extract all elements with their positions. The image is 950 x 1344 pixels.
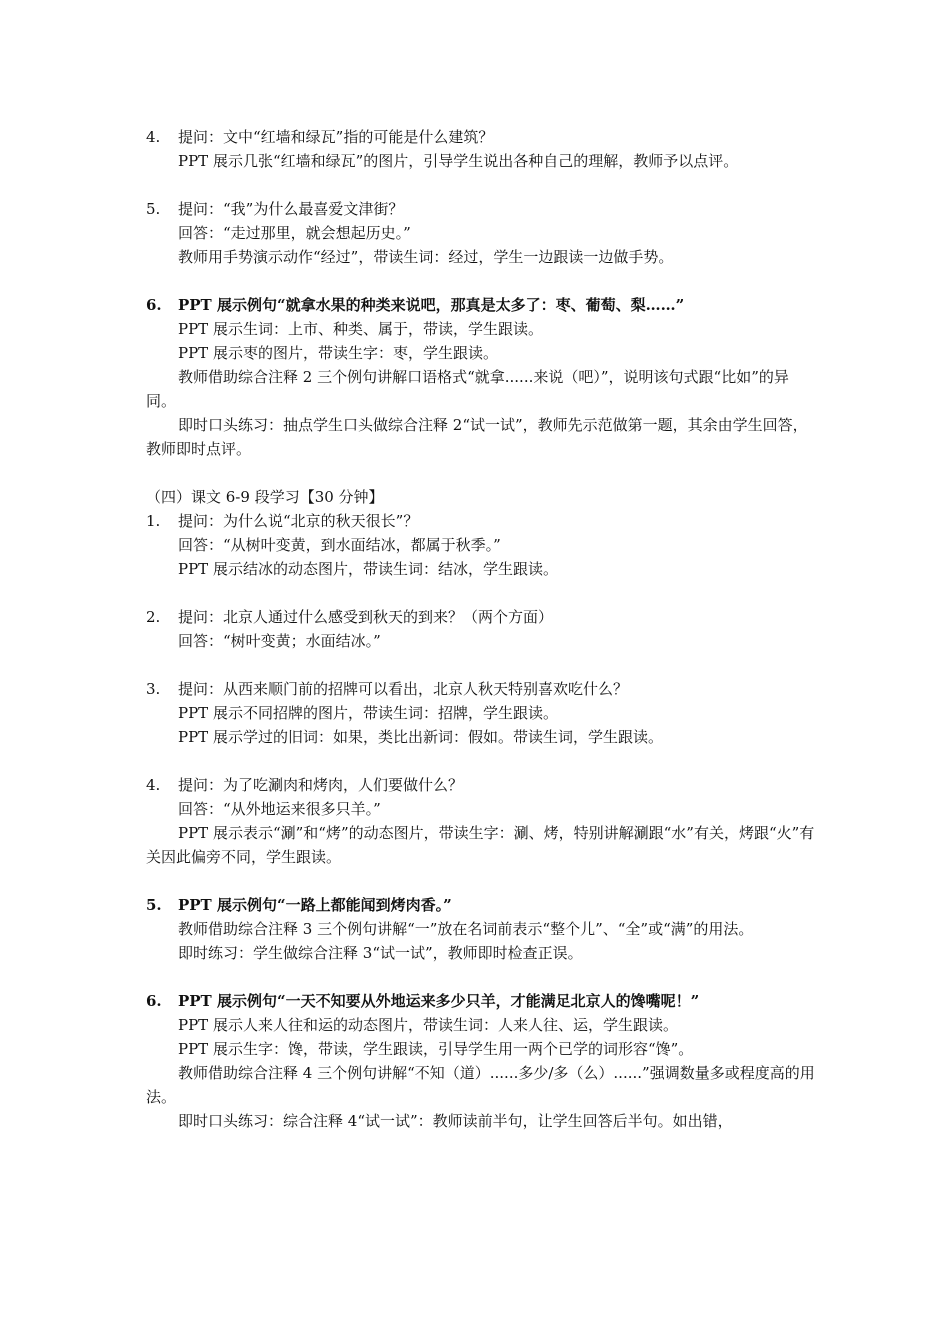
s2-item-3-question: [146, 677, 816, 701]
question-text: 提问：文中“红墙和绿瓦”指的可能是什么建筑？: [178, 128, 494, 146]
s2-item-6-activity-3: 教师借助综合注释 4 三个例句讲解“不知（道）......多少/多（么）......”强调数量多或程度高的用法。: [146, 1064, 815, 1106]
question-text: 提问：为了吃涮肉和烤肉，人们要做什么？: [178, 776, 464, 794]
section-heading: （四）课文 6-9 段学习【30 分钟】: [146, 488, 384, 506]
question-text: PPT 展示例句“一路上都能闻到烤肉香。”: [178, 896, 452, 914]
item-number: 1.: [146, 512, 161, 530]
s2-item-4-answer: 回答：“从外地运来很多只羊。”: [178, 800, 381, 818]
item-6-activity-2: PPT 展示枣的图片，带读生字：枣，学生跟读。: [178, 344, 498, 362]
s2-item-4-activity: PPT 展示表示“涮”和“烤”的动态图片，带读生字：涮、烤，特别讲解涮跟“水”有关，烤跟“火”有关因此偏旁不同，学生跟读。: [146, 824, 815, 866]
item-number: 5.: [146, 896, 162, 914]
item-4-activity: PPT 展示几张“红墙和绿瓦”的图片，引导学生说出各种自己的理解，教师予以点评。: [178, 152, 739, 170]
item-5-answer: 回答：“走过那里，就会想起历史。”: [178, 224, 411, 242]
item-number: 2.: [146, 608, 161, 626]
question-text: PPT 展示例句“就拿水果的种类来说吧，那真是太多了：枣、葡萄、梨……”: [178, 296, 685, 314]
s2-item-5-example-sentence: [146, 893, 816, 917]
item-number: 4.: [146, 128, 161, 146]
item-6-activity-3: 教师借助综合注释 2 三个例句讲解口语格式“就拿......来说（吧）”，说明该句式跟“比如”的异同。: [146, 368, 789, 410]
s2-item-6-activity-2: PPT 展示生字：馋，带读，学生跟读，引导学生用一两个已学的词形容“馋”。: [178, 1040, 694, 1058]
question-text: 提问：“我”为什么最喜爱文津街？: [178, 200, 404, 218]
s2-item-2-question: [146, 605, 816, 629]
s2-item-6-activity-1: PPT 展示人来人往和运的动态图片，带读生词：人来人往、运，学生跟读。: [178, 1016, 678, 1034]
item-number: 6.: [146, 296, 162, 314]
s2-item-1-question: [146, 509, 816, 533]
document-body: [146, 125, 816, 1133]
s2-item-3-activity-2: PPT 展示学过的旧词：如果，类比出新词：假如。带读生词，学生跟读。: [178, 728, 663, 746]
item-6-activity-4: 即时口头练习：抽点学生口头做综合注释 2“试一试”，教师先示范做第一题，其余由学生回答，教师即时点评。: [146, 416, 808, 458]
item-6-activity-1: PPT 展示生词：上市、种类、属于，带读，学生跟读。: [178, 320, 543, 338]
question-text: PPT 展示例句“一天不知要从外地运来多少只羊，才能满足北京人的馋嘴呢！”: [178, 992, 700, 1010]
s2-item-6-example-sentence: [146, 989, 816, 1013]
s2-item-4-question: [146, 773, 816, 797]
s2-item-6-activity-4: 即时口头练习：综合注释 4“试一试”：教师读前半句，让学生回答后半句。如出错，: [178, 1112, 733, 1130]
question-text: 提问：为什么说“北京的秋天很长”？: [178, 512, 419, 530]
question-text: 提问：北京人通过什么感受到秋天的到来？（两个方面）: [178, 608, 554, 626]
question-text: 提问：从西来顺门前的招牌可以看出，北京人秋天特别喜欢吃什么？: [178, 680, 629, 698]
item-number: 5.: [146, 200, 161, 218]
item-6-example-sentence: [146, 293, 816, 317]
item-number: 3.: [146, 680, 161, 698]
s2-item-1-activity: PPT 展示结冰的动态图片，带读生词：结冰，学生跟读。: [178, 560, 558, 578]
s2-item-5-activity-2: 即时练习：学生做综合注释 3“试一试”，教师即时检查正误。: [178, 944, 583, 962]
item-4-question: [146, 125, 816, 149]
s2-item-1-answer: 回答：“从树叶变黄，到水面结冰，都属于秋季。”: [178, 536, 501, 554]
item-5-activity: 教师用手势演示动作“经过”，带读生词：经过，学生一边跟读一边做手势。: [178, 248, 674, 266]
item-number: 4.: [146, 776, 161, 794]
s2-item-5-activity-1: 教师借助综合注释 3 三个例句讲解“一”放在名词前表示“整个儿”、“全”或“满”的用法。: [178, 920, 754, 938]
s2-item-3-activity-1: PPT 展示不同招牌的图片，带读生词：招牌，学生跟读。: [178, 704, 558, 722]
item-5-question: [146, 197, 816, 221]
s2-item-2-answer: 回答：“树叶变黄；水面结冰。”: [178, 632, 381, 650]
item-number: 6.: [146, 992, 162, 1010]
